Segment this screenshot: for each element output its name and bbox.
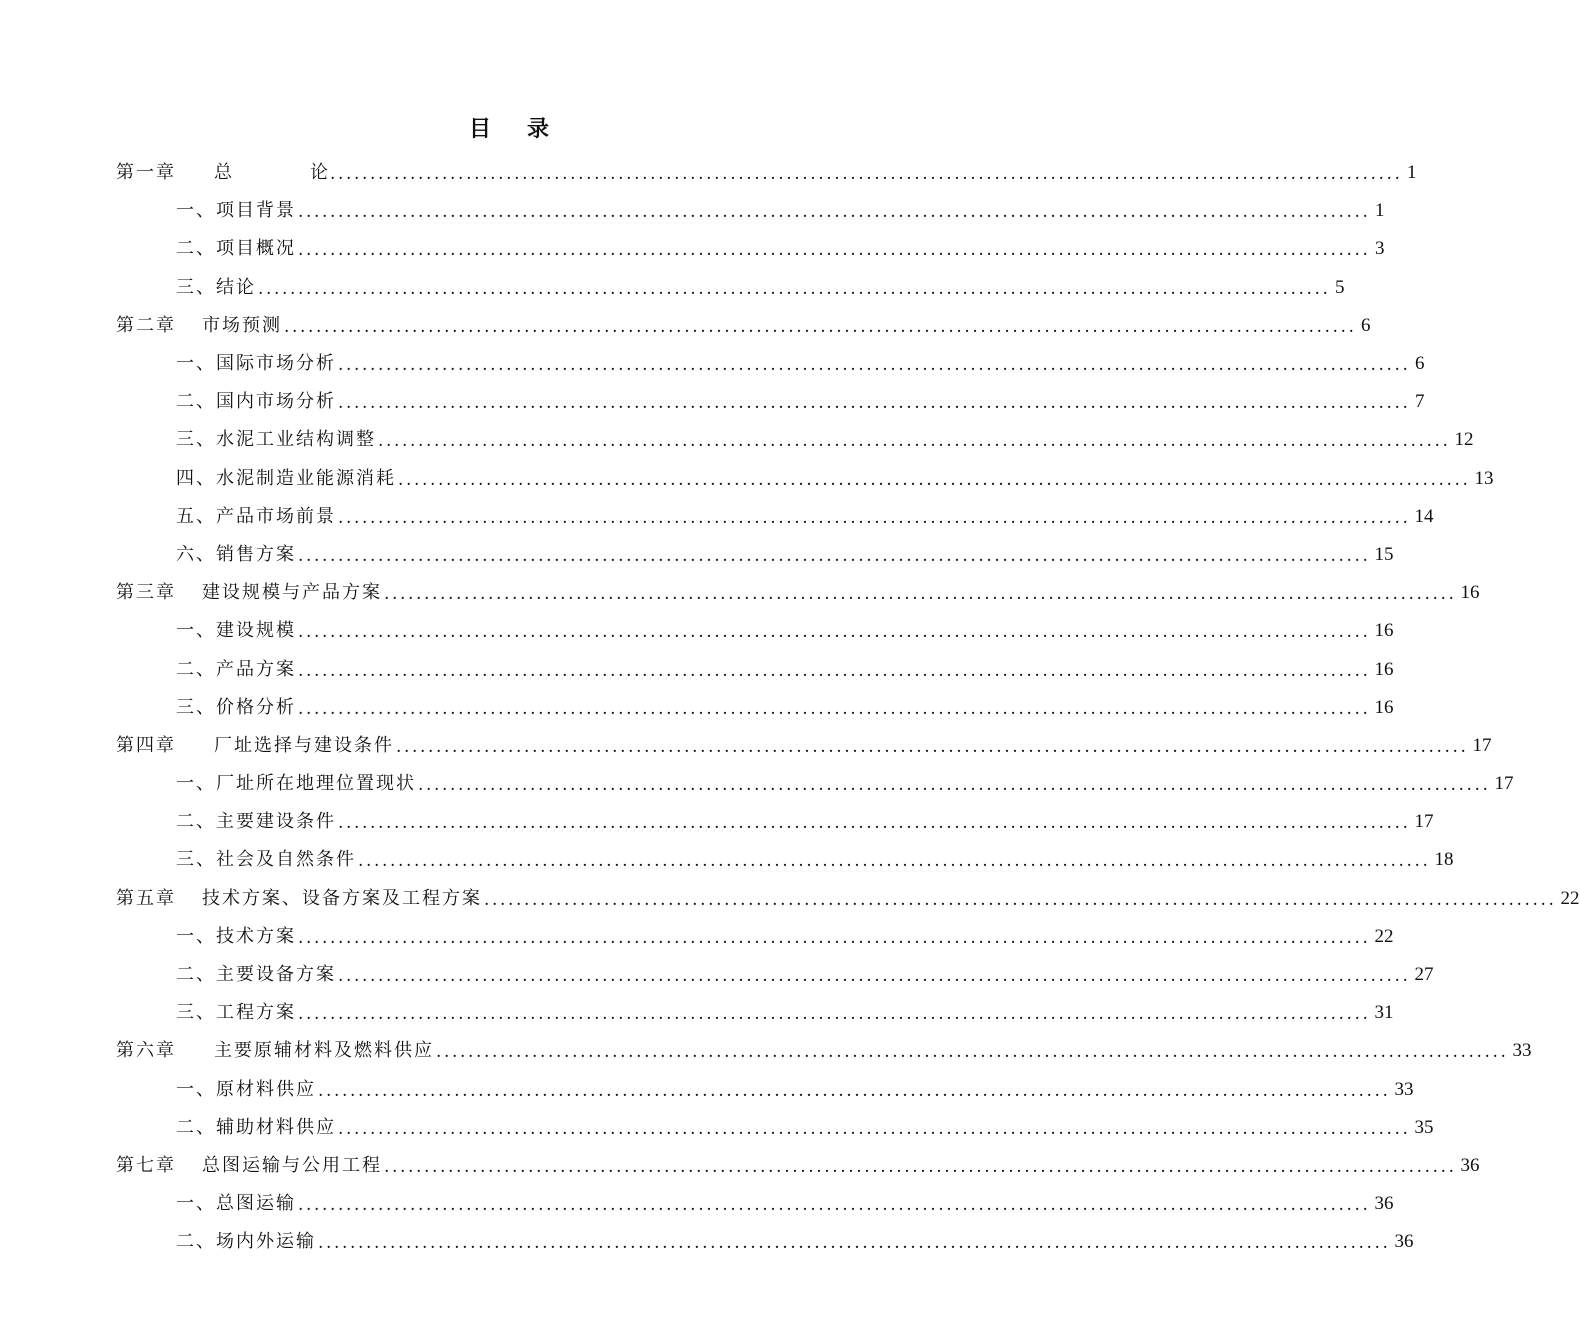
toc-chapter-entry[interactable] — [116, 880, 1580, 918]
chapter-number: 第七章 — [116, 1154, 176, 1176]
page-number: 35 — [1414, 1116, 1434, 1138]
dot-leader: ...................................................................................................................................... — [298, 660, 1371, 681]
page-number: 17 — [1472, 734, 1492, 756]
page-number: 16 — [1460, 582, 1480, 604]
page-number: 12 — [1454, 429, 1474, 451]
section-title: 二、产品方案 — [176, 658, 296, 680]
toc-chapter-entry[interactable] — [116, 307, 1371, 345]
dot-leader: ...................................................................................................................................... — [298, 240, 1371, 261]
dot-leader: ...................................................................................................................................... — [338, 966, 1411, 987]
page-number: 13 — [1474, 467, 1494, 489]
section-title: 三、结论 — [176, 276, 256, 298]
chapter-title: 建设规模与产品方案 — [202, 582, 382, 604]
toc-entry-text — [176, 810, 336, 834]
section-title: 三、水泥工业结构调整 — [176, 429, 376, 451]
section-title: 三、工程方案 — [176, 1002, 296, 1024]
toc-entry-text — [176, 1116, 336, 1140]
dot-leader: ...................................................................................................................................... — [338, 355, 1411, 376]
section-title: 三、价格分析 — [176, 696, 296, 718]
toc-entry-text — [176, 658, 296, 682]
toc-entry-text — [176, 428, 376, 452]
section-title: 二、主要设备方案 — [176, 964, 336, 986]
chapter-title: 主要原辅材料及燃料供应 — [214, 1040, 434, 1062]
dot-leader: ...................................................................................................................................... — [398, 469, 1471, 490]
toc-entry-text — [116, 734, 394, 758]
page-number: 22 — [1374, 925, 1394, 947]
page-number: 33 — [1512, 1040, 1532, 1062]
toc-chapter-entry[interactable] — [116, 1032, 1532, 1070]
toc-entry-text — [116, 1039, 434, 1063]
table-of-contents — [116, 154, 1580, 1261]
page-number: 6 — [1415, 353, 1425, 375]
dot-leader: ...................................................................................................................................... — [258, 278, 1331, 299]
page-number: 36 — [1394, 1231, 1414, 1253]
toc-entry-text — [176, 390, 336, 414]
toc-entry-text — [176, 237, 296, 261]
section-title: 三、社会及自然条件 — [176, 849, 356, 871]
section-title: 一、原材料供应 — [176, 1078, 316, 1100]
chapter-title: 总 论 — [214, 162, 358, 184]
chapter-title: 技术方案、设备方案及工程方案 — [202, 887, 482, 909]
toc-entry-text — [176, 352, 336, 376]
section-title: 六、销售方案 — [176, 543, 296, 565]
toc-section-entry[interactable] — [116, 421, 1474, 459]
toc-section-entry[interactable] — [116, 1109, 1434, 1147]
toc-entry-text — [176, 1001, 296, 1025]
chapter-number: 第一章 — [116, 162, 176, 184]
page-number: 36 — [1374, 1193, 1394, 1215]
toc-section-entry[interactable] — [116, 460, 1494, 498]
toc-section-entry[interactable] — [116, 536, 1394, 574]
dot-leader: ...................................................................................................................................... — [418, 775, 1491, 796]
toc-chapter-entry[interactable] — [116, 727, 1492, 765]
page-number: 17 — [1414, 811, 1434, 833]
page-number: 5 — [1335, 276, 1345, 298]
dot-leader: ...................................................................................................................................... — [298, 202, 1371, 223]
dot-leader: ...................................................................................................................................... — [484, 889, 1557, 910]
section-title: 二、主要建设条件 — [176, 811, 336, 833]
toc-entry-text — [176, 848, 356, 872]
toc-section-entry[interactable] — [116, 383, 1425, 421]
section-title: 四、水泥制造业能源消耗 — [176, 467, 396, 489]
dot-leader: ...................................................................................................................................... — [384, 584, 1457, 605]
dot-leader: ...................................................................................................................................... — [358, 851, 1431, 872]
toc-chapter-entry[interactable] — [116, 1147, 1480, 1185]
page-title — [0, 112, 1018, 146]
dot-leader: ...................................................................................................................................... — [330, 164, 1403, 185]
page-number: 7 — [1415, 391, 1425, 413]
section-title: 二、项目概况 — [176, 238, 296, 260]
chapter-title: 总图运输与公用工程 — [202, 1154, 382, 1176]
section-title: 二、辅助材料供应 — [176, 1116, 336, 1138]
section-title: 五、产品市场前景 — [176, 505, 336, 527]
dot-leader: ...................................................................................................................................... — [338, 393, 1411, 414]
section-title: 二、场内外运输 — [176, 1231, 316, 1253]
dot-leader: ...................................................................................................................................... — [338, 1118, 1411, 1139]
page-number: 16 — [1374, 696, 1394, 718]
section-title: 一、技术方案 — [176, 925, 296, 947]
toc-entry-text — [176, 696, 296, 720]
page-number: 14 — [1414, 505, 1434, 527]
page-number: 16 — [1374, 658, 1394, 680]
toc-chapter-entry[interactable] — [116, 574, 1480, 612]
toc-section-entry[interactable] — [116, 918, 1394, 956]
chapter-number: 第三章 — [116, 582, 176, 604]
page-number: 17 — [1494, 773, 1514, 795]
toc-entry-text — [176, 467, 396, 491]
chapter-number: 第四章 — [116, 734, 176, 756]
toc-section-entry[interactable] — [116, 650, 1394, 688]
page-number: 22 — [1560, 887, 1580, 909]
page-title-char-2: 录 — [527, 116, 550, 142]
toc-entry-text — [176, 1230, 316, 1254]
page-number: 1 — [1375, 200, 1385, 222]
dot-leader: ...................................................................................................................................... — [318, 1233, 1391, 1254]
toc-section-entry[interactable] — [116, 345, 1425, 383]
dot-leader: ...................................................................................................................................... — [284, 316, 1357, 337]
toc-entry-text — [176, 1078, 316, 1102]
toc-section-entry[interactable] — [116, 765, 1514, 803]
section-title: 一、建设规模 — [176, 620, 296, 642]
toc-entry-text — [176, 619, 296, 643]
toc-section-entry[interactable] — [116, 1071, 1414, 1109]
toc-entry-text — [116, 161, 358, 185]
dot-leader: ...................................................................................................................................... — [298, 1004, 1371, 1025]
page-title-char-1: 目 — [468, 116, 491, 142]
dot-leader: ...................................................................................................................................... — [298, 545, 1371, 566]
dot-leader: ...................................................................................................................................... — [298, 1195, 1371, 1216]
dot-leader: ...................................................................................................................................... — [378, 431, 1451, 452]
dot-leader: ...................................................................................................................................... — [298, 622, 1371, 643]
toc-entry-text — [176, 772, 416, 796]
dot-leader: ...................................................................................................................................... — [338, 813, 1411, 834]
page-number: 33 — [1394, 1078, 1414, 1100]
toc-entry-text — [176, 543, 296, 567]
chapter-number: 第五章 — [116, 887, 176, 909]
section-title: 一、总图运输 — [176, 1193, 296, 1215]
section-title: 一、项目背景 — [176, 200, 296, 222]
page-number: 16 — [1374, 620, 1394, 642]
toc-entry-text — [176, 199, 296, 223]
dot-leader: ...................................................................................................................................... — [384, 1156, 1457, 1177]
toc-entry-text — [176, 963, 336, 987]
toc-chapter-entry[interactable] — [116, 154, 1417, 192]
page-number: 31 — [1374, 1002, 1394, 1024]
dot-leader: ...................................................................................................................................... — [298, 698, 1371, 719]
dot-leader: ...................................................................................................................................... — [436, 1042, 1509, 1063]
toc-entry-text — [116, 314, 282, 338]
toc-section-entry[interactable] — [116, 1185, 1394, 1223]
toc-section-entry[interactable] — [116, 230, 1385, 268]
dot-leader: ...................................................................................................................................... — [318, 1080, 1391, 1101]
page-number: 6 — [1361, 314, 1371, 336]
toc-entry-text — [116, 887, 482, 911]
section-title: 一、厂址所在地理位置现状 — [176, 773, 416, 795]
dot-leader: ...................................................................................................................................... — [298, 927, 1371, 948]
toc-section-entry[interactable] — [116, 1223, 1414, 1261]
toc-section-entry[interactable] — [116, 498, 1434, 536]
page-number: 36 — [1460, 1154, 1480, 1176]
toc-section-entry[interactable] — [116, 994, 1394, 1032]
page-number: 1 — [1407, 162, 1417, 184]
toc-section-entry[interactable] — [116, 803, 1434, 841]
toc-entry-text — [176, 276, 256, 300]
chapter-number: 第六章 — [116, 1040, 176, 1062]
page-number: 15 — [1374, 543, 1394, 565]
toc-entry-text — [116, 1154, 382, 1178]
toc-section-entry[interactable] — [116, 269, 1345, 307]
page-number: 18 — [1434, 849, 1454, 871]
section-title: 一、国际市场分析 — [176, 353, 336, 375]
page-number: 3 — [1375, 238, 1385, 260]
chapter-title: 市场预测 — [202, 314, 282, 336]
page-number: 27 — [1414, 964, 1434, 986]
toc-entry-text — [176, 1192, 296, 1216]
dot-leader: ...................................................................................................................................... — [396, 736, 1469, 757]
toc-section-entry[interactable] — [116, 612, 1394, 650]
toc-section-entry[interactable] — [116, 689, 1394, 727]
toc-section-entry[interactable] — [116, 956, 1434, 994]
toc-entry-text — [116, 581, 382, 605]
toc-entry-text — [176, 925, 296, 949]
section-title: 二、国内市场分析 — [176, 391, 336, 413]
chapter-title: 厂址选择与建设条件 — [214, 734, 394, 756]
dot-leader: ...................................................................................................................................... — [338, 507, 1411, 528]
chapter-number: 第二章 — [116, 314, 176, 336]
toc-section-entry[interactable] — [116, 841, 1454, 879]
toc-entry-text — [176, 505, 336, 529]
toc-section-entry[interactable] — [116, 192, 1385, 230]
